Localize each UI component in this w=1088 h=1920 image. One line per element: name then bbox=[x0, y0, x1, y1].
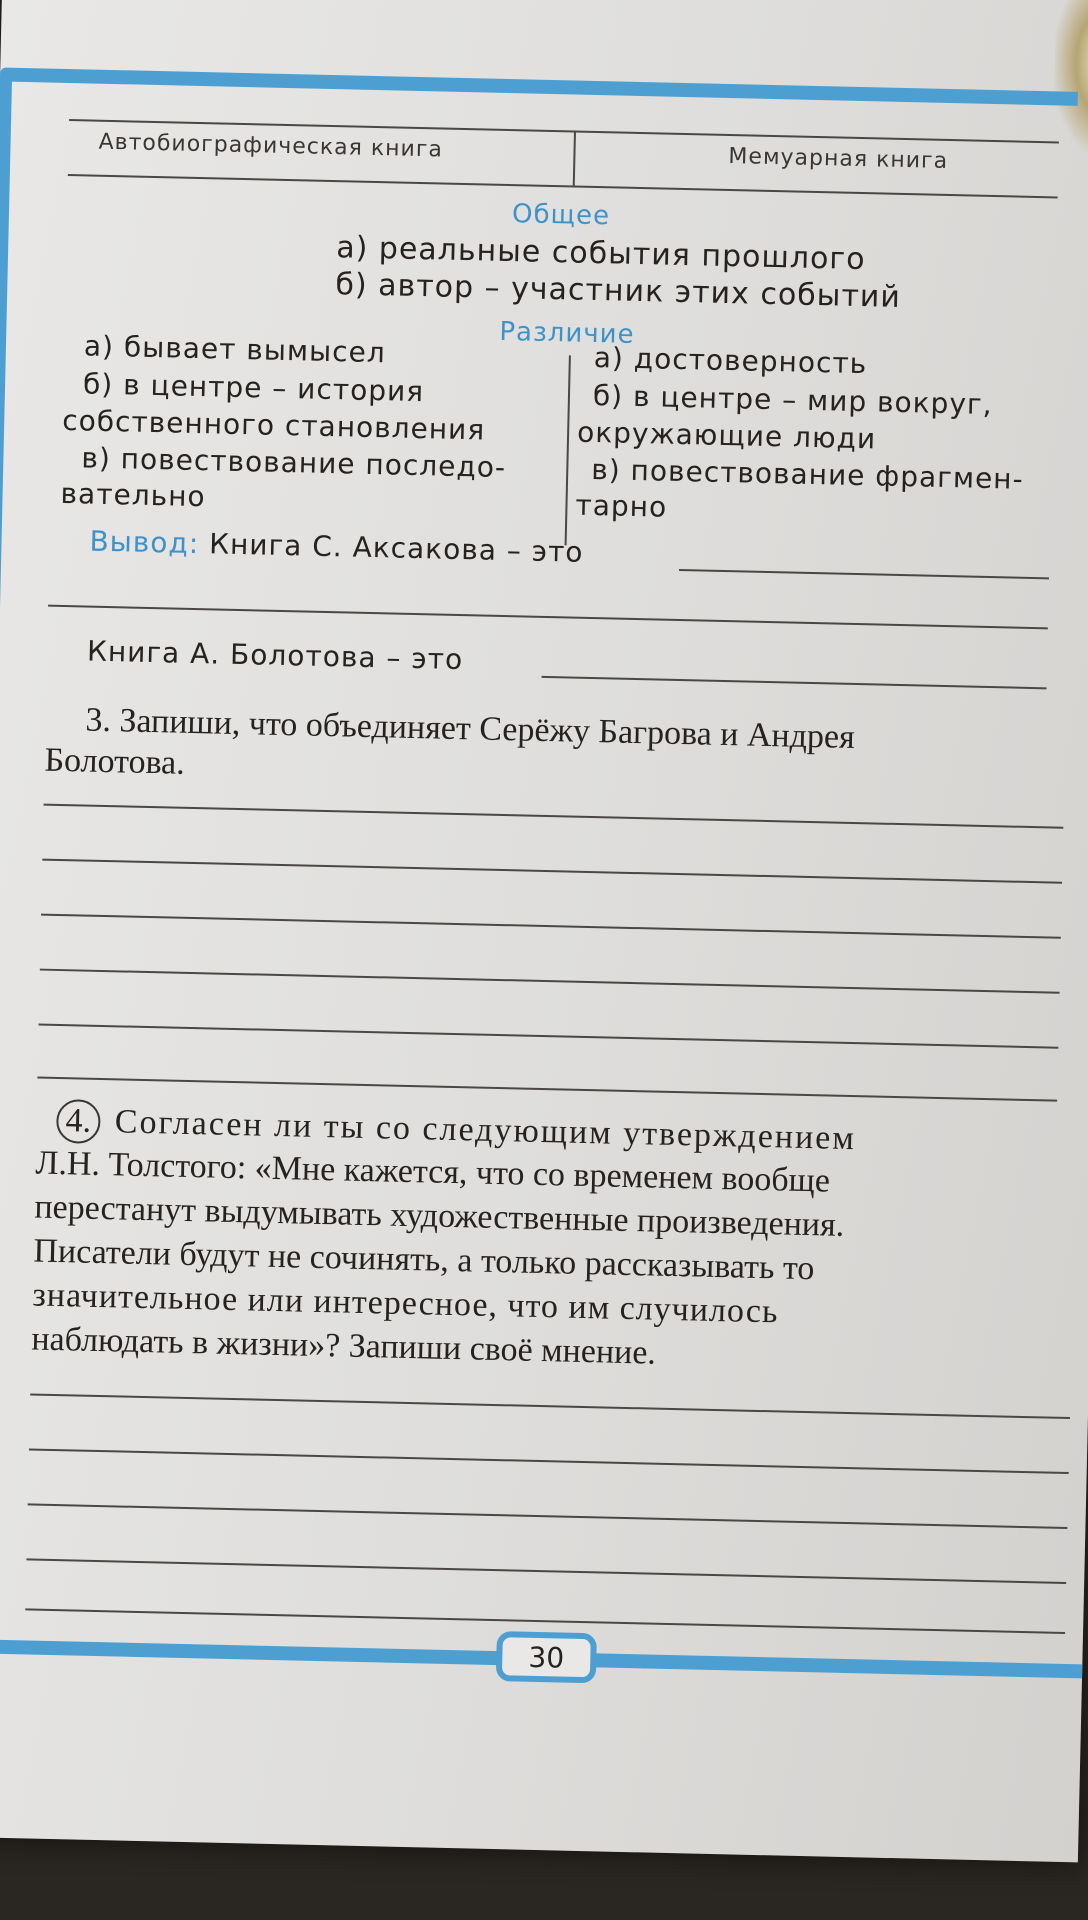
task4-line4: Писатели будут не сочинять, а только рассказывать то bbox=[33, 1232, 815, 1288]
right-item-c: в) повествование фрагмен- bbox=[590, 452, 1025, 496]
left-item-b2: собственного становления bbox=[61, 403, 486, 447]
answer-line-4b[interactable] bbox=[29, 1448, 1069, 1474]
answer-line-3c[interactable] bbox=[41, 914, 1061, 939]
answer-line-c1a[interactable] bbox=[679, 569, 1049, 579]
task3-line1: 3. Запиши, что объединяет Серёжу Багрова и Андрея bbox=[85, 701, 856, 756]
right-item-c2: тарно bbox=[575, 488, 668, 524]
answer-line-3b[interactable] bbox=[42, 859, 1062, 884]
task4-line2: Л.Н. Толстого: «Мне кажется, что со временем вообще bbox=[35, 1144, 831, 1200]
right-item-a: а) достоверность bbox=[593, 340, 868, 381]
answer-line-4e[interactable] bbox=[25, 1608, 1065, 1634]
common-item-a: а) реальные события прошлого bbox=[335, 230, 866, 278]
table-header-rule bbox=[68, 174, 1058, 198]
left-item-c: в) повествование последо- bbox=[81, 441, 507, 485]
page-number: 30 bbox=[496, 1631, 597, 1683]
common-item-b: б) автор – участник этих событий bbox=[335, 267, 902, 315]
right-item-b: б) в центре – мир вокруг, bbox=[592, 378, 993, 422]
left-item-c2: вательно bbox=[60, 476, 207, 514]
answer-line-4a[interactable] bbox=[30, 1393, 1070, 1419]
task3-line2: Болотова. bbox=[44, 741, 186, 782]
answer-line-3a[interactable] bbox=[44, 804, 1064, 829]
col-right-title: Мемуарная книга bbox=[728, 143, 949, 174]
right-item-b2: окружающие люди bbox=[576, 415, 877, 456]
answer-line-4c[interactable] bbox=[28, 1503, 1068, 1529]
conclusion-line2: Книга А. Болотова – это bbox=[86, 634, 464, 677]
conclusion-line1 bbox=[89, 525, 584, 569]
answer-line-4d[interactable] bbox=[26, 1558, 1066, 1584]
answer-line-c2[interactable] bbox=[542, 676, 1047, 689]
conclusion-text1: Книга С. Аксакова – это bbox=[208, 527, 584, 569]
left-item-a: а) бывает вымысел bbox=[83, 329, 387, 370]
page-frame-left bbox=[0, 75, 12, 1635]
diff-heading: Различие bbox=[499, 316, 635, 350]
left-item-b: б) в центре – история bbox=[82, 367, 425, 409]
col-left-title: Автобиографическая книга bbox=[98, 129, 444, 163]
task4-number-badge: 4. bbox=[56, 1099, 101, 1144]
conclusion-label: Вывод: bbox=[89, 524, 200, 561]
diff-divider bbox=[565, 355, 571, 545]
answer-line-c1b[interactable] bbox=[48, 605, 1048, 630]
answer-line-3f[interactable] bbox=[37, 1077, 1057, 1102]
common-heading: Общее bbox=[511, 199, 611, 232]
task4-line6: наблюдать в жизни»? Запиши своё мнение. bbox=[31, 1320, 657, 1372]
task4-line5: значительное или интересное, что им случилось bbox=[32, 1276, 779, 1331]
task4-line3: перестанут выдумывать художественные произведения. bbox=[34, 1188, 845, 1244]
answer-line-3d[interactable] bbox=[40, 969, 1060, 994]
task4-text1: Согласен ли ты со следующим утверждением bbox=[114, 1103, 857, 1158]
table-header-divider bbox=[573, 130, 576, 187]
answer-line-3e[interactable] bbox=[39, 1024, 1059, 1049]
